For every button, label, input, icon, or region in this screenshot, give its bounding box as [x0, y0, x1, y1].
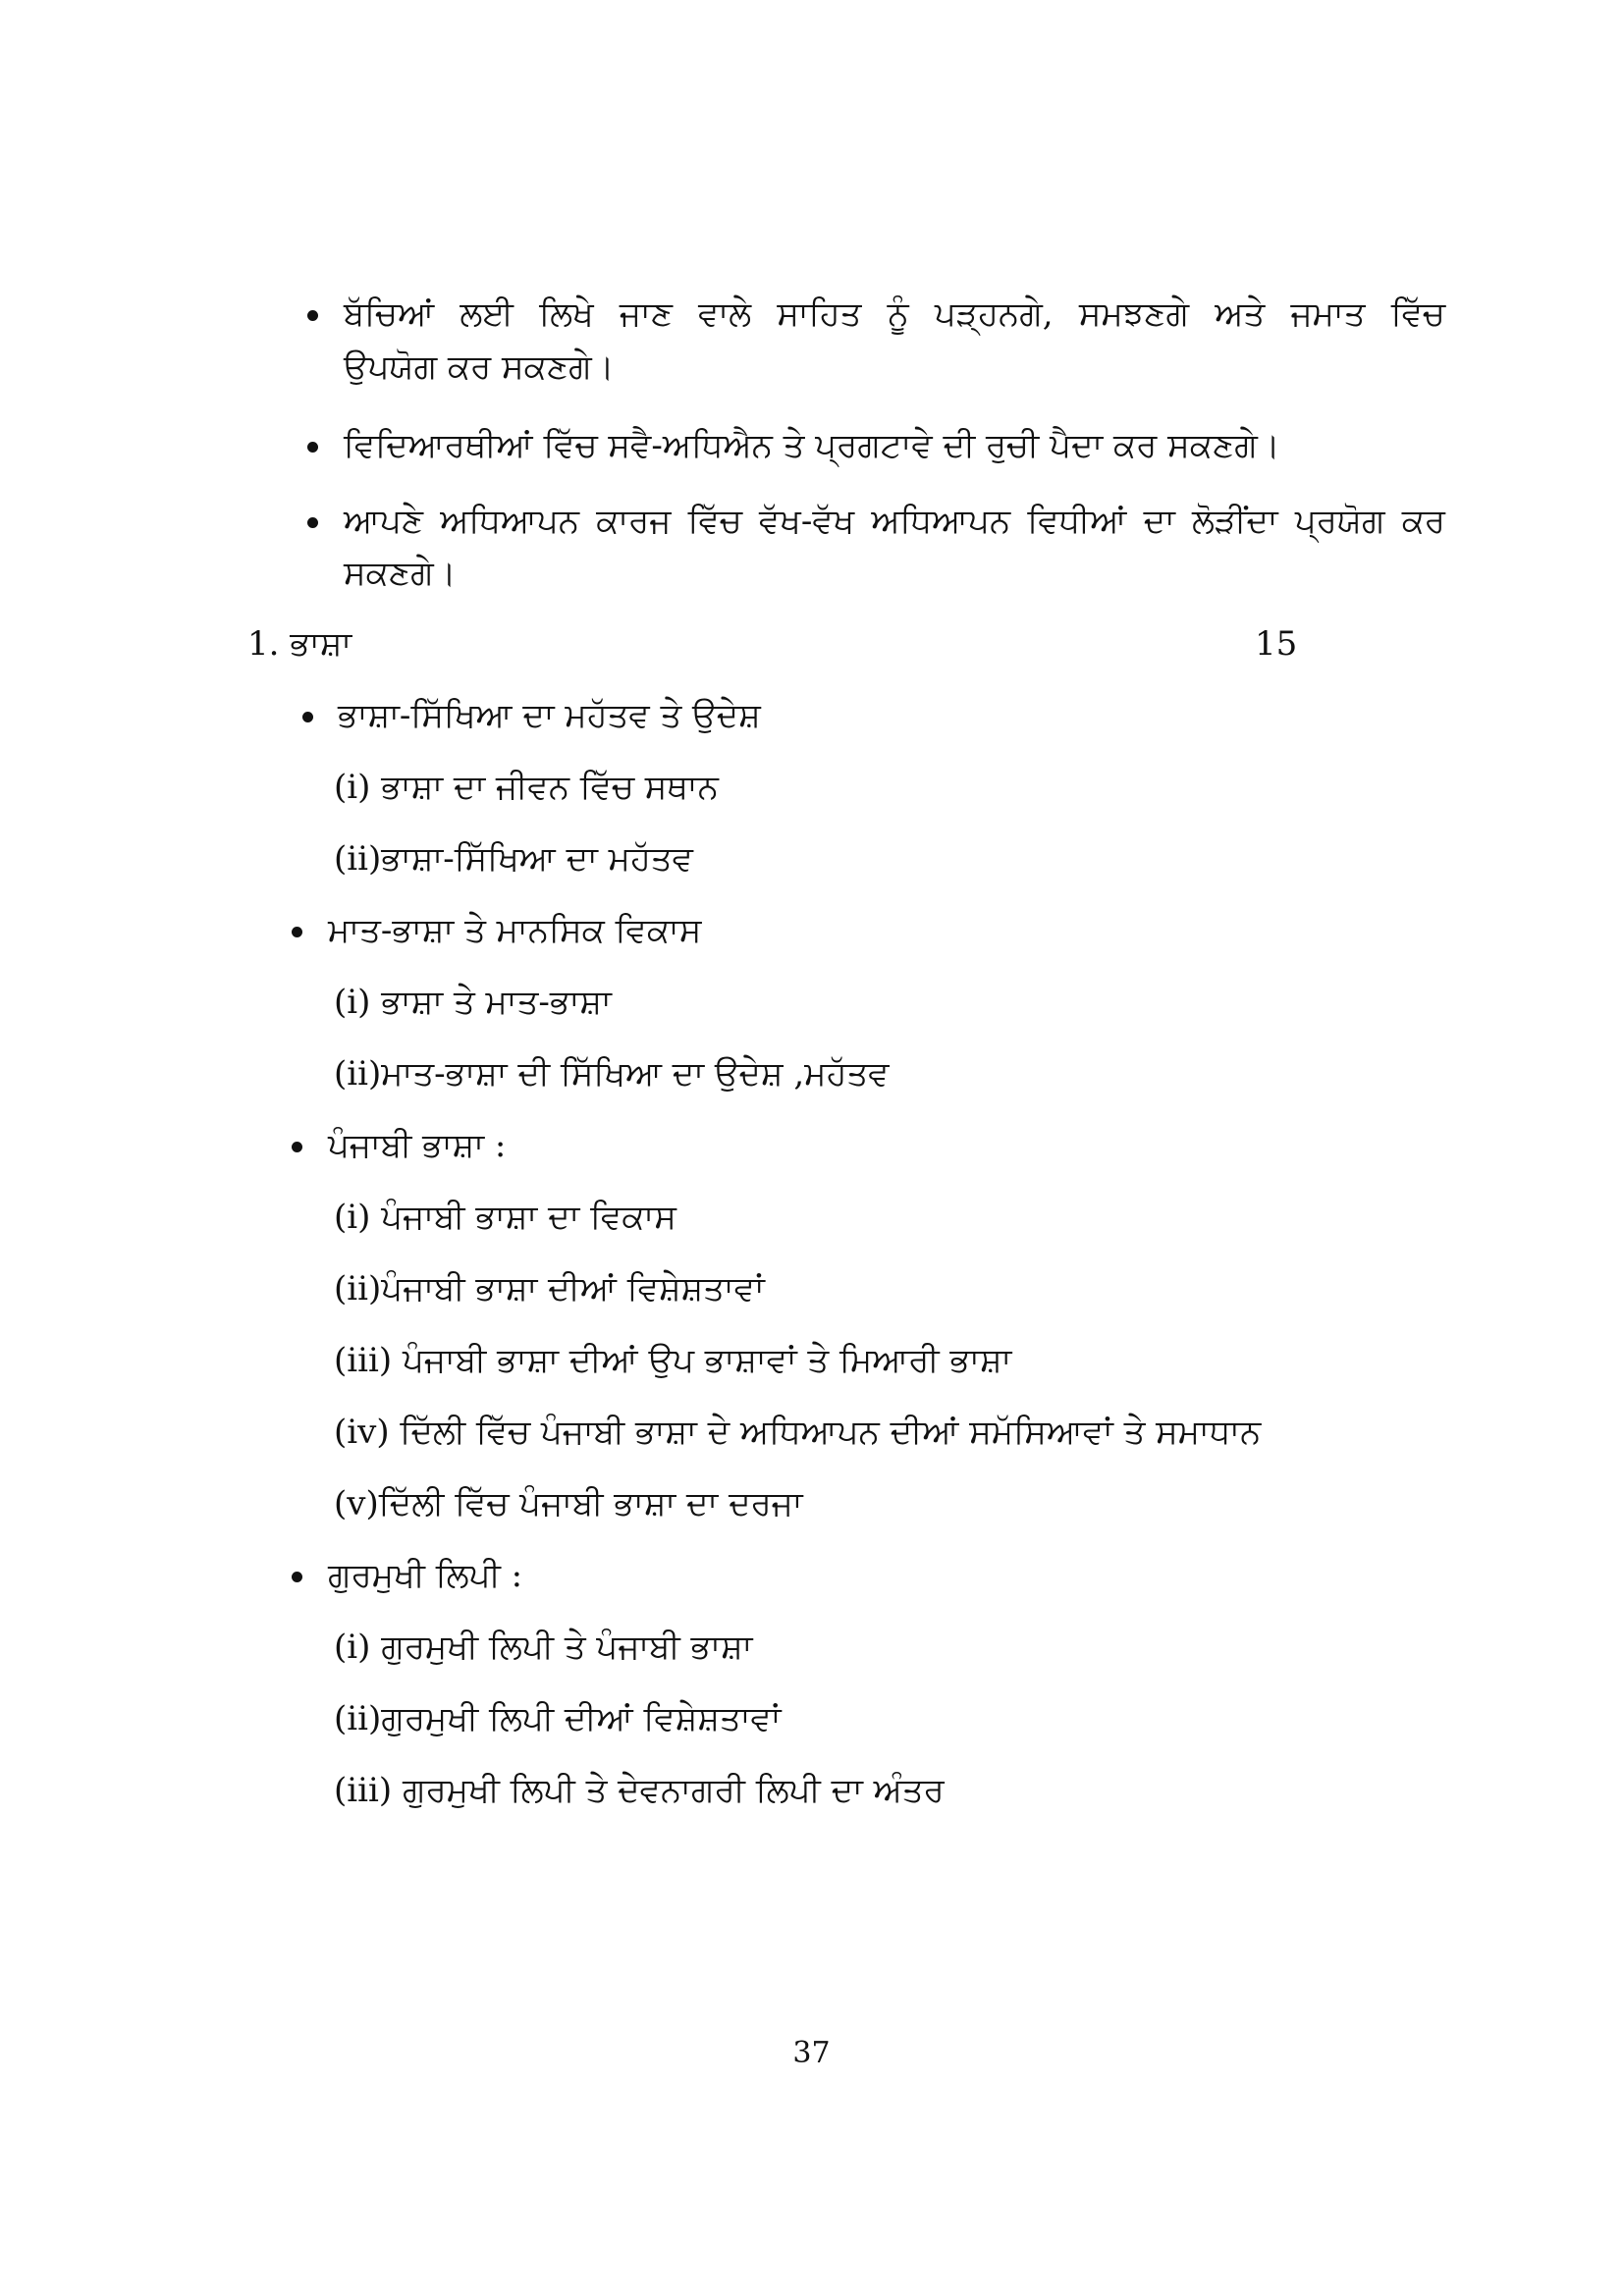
bullet-dot [302, 712, 313, 722]
topic-3-subitem-1: (i) ਪੰਜਾਬੀ ਭਾਸ਼ਾ ਦਾ ਵਿਕਾਸ [334, 1198, 676, 1237]
intro-bullet-1-line-1: ਬੱਚਿਆਂ ਲਈ ਲਿਖੇ ਜਾਣ ਵਾਲੇ ਸਾਹਿਤ ਨੂੰ ਪੜ੍ਹਨਗੇ, ਸਮਝਣਗੇ ਅਤੇ ਜਮਾਤ ਵਿੱਚ [344, 294, 1445, 334]
topic-2-subitem-2: (ii)ਮਾਤ-ਭਾਸ਼ਾ ਦੀ ਸਿੱਖਿਆ ਦਾ ਉਦੇਸ਼ ,ਮਹੱਤਵ [334, 1054, 890, 1094]
intro-bullet-1-line-2: ਉਪਯੋਗ ਕਰ ਸਕਣਗੇ। [344, 347, 615, 387]
bullet-dot [292, 927, 302, 937]
bullet-dot [307, 310, 318, 321]
topic-4-subitem-3: (iii) ਗੁਰਮੁਖੀ ਲਿਪੀ ਤੇ ਦੇਵਨਾਗਰੀ ਲਿਪੀ ਦਾ ਅੰਤਰ [334, 1771, 945, 1810]
intro-bullet-3-line-2: ਸਕਣਗੇ। [344, 554, 457, 593]
topic-4-subitem-2: (ii)ਗੁਰਮੁਖੀ ਲਿਪੀ ਦੀਆਂ ਵਿਸ਼ੇਸ਼ਤਾਵਾਂ [334, 1699, 782, 1738]
intro-bullet-2: ਵਿਦਿਆਰਥੀਆਂ ਵਿੱਚ ਸਵੈ-ਅਧਿਐਨ ਤੇ ਪ੍ਰਗਟਾਵੇ ਦੀ ਰੁਚੀ ਪੈਦਾ ਕਰ ਸਕਣਗੇ। [344, 426, 1280, 465]
topic-3-heading: ਪੰਜਾਬੀ ਭਾਸ਼ਾ : [328, 1126, 507, 1165]
topic-3-subitem-3: (iii) ਪੰਜਾਬੀ ਭਾਸ਼ਾ ਦੀਆਂ ਉਪ ਭਾਸ਼ਾਵਾਂ ਤੇ ਮਿਆਰੀ ਭਾਸ਼ਾ [334, 1341, 1012, 1380]
topic-2-subitem-1: (i) ਭਾਸ਼ਾ ਤੇ ਮਾਤ-ਭਾਸ਼ਾ [334, 983, 612, 1022]
topic-3-subitem-5: (v)ਦਿੱਲੀ ਵਿੱਚ ਪੰਜਾਬੀ ਭਾਸ਼ਾ ਦਾ ਦਰਜਾ [334, 1484, 803, 1523]
unit-title: 1. ਭਾਸ਼ਾ [247, 624, 352, 664]
topic-1-subitem-2: (ii)ਭਾਸ਼ਾ-ਸਿੱਖਿਆ ਦਾ ਮਹੱਤਵ [334, 839, 693, 879]
topic-3-subitem-2: (ii)ਪੰਜਾਬੀ ਭਾਸ਼ਾ ਦੀਆਂ ਵਿਸ਼ੇਸ਼ਤਾਵਾਂ [334, 1269, 765, 1308]
bullet-dot [307, 517, 318, 528]
topic-4-heading: ਗੁਰਮੁਖੀ ਲਿਪੀ : [328, 1556, 523, 1595]
intro-bullet-3-line-1: ਆਪਣੇ ਅਧਿਆਪਨ ਕਾਰਜ ਵਿੱਚ ਵੱਖ-ਵੱਖ ਅਧਿਆਪਨ ਵਿਧੀਆਂ ਦਾ ਲੋੜੀਂਦਾ ਪ੍ਰਯੋਗ ਕਰ [344, 502, 1445, 541]
page-number: 37 [792, 2036, 831, 2070]
bullet-dot [307, 442, 318, 453]
topic-1-subitem-1: (i) ਭਾਸ਼ਾ ਦਾ ਜੀਵਨ ਵਿੱਚ ਸਥਾਨ [334, 768, 719, 807]
unit-hours: 15 [1255, 624, 1298, 664]
bullet-dot [292, 1142, 302, 1152]
topic-2-heading: ਮਾਤ-ਭਾਸ਼ਾ ਤੇ ਮਾਨਸਿਕ ਵਿਕਾਸ [328, 911, 702, 950]
bullet-dot [292, 1572, 302, 1582]
topic-4-subitem-1: (i) ਗੁਰਮੁਖੀ ਲਿਪੀ ਤੇ ਪੰਜਾਬੀ ਭਾਸ਼ਾ [334, 1628, 753, 1667]
topic-3-subitem-4: (iv) ਦਿੱਲੀ ਵਿੱਚ ਪੰਜਾਬੀ ਭਾਸ਼ਾ ਦੇ ਅਧਿਆਪਨ ਦੀਆਂ ਸਮੱਸਿਆਵਾਂ ਤੇ ਸਮਾਧਾਨ [334, 1413, 1262, 1452]
topic-1-heading: ਭਾਸ਼ਾ-ਸਿੱਖਿਆ ਦਾ ਮਹੱਤਵ ਤੇ ਉਦੇਸ਼ [338, 696, 761, 735]
